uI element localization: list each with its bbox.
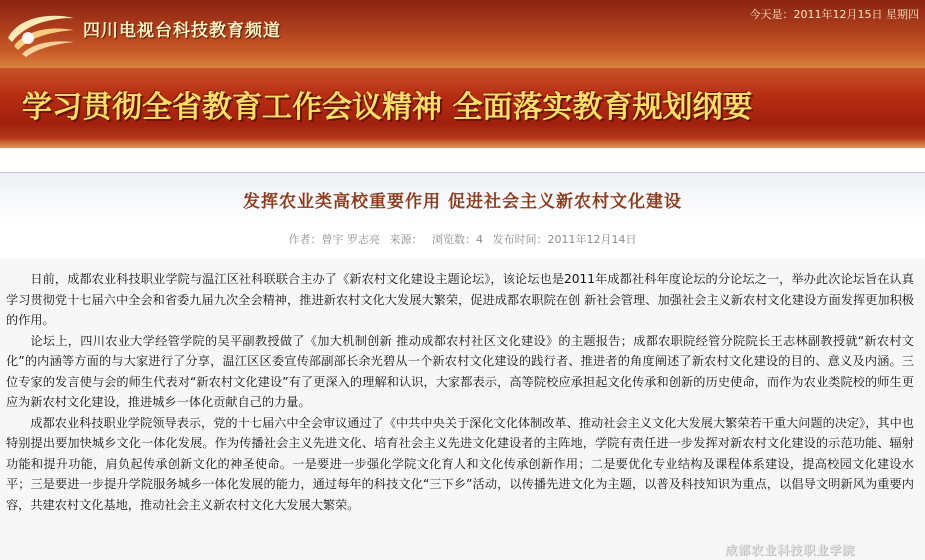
article-container (0, 172, 925, 560)
banner-glow (0, 138, 925, 148)
article-paragraph: 论坛上，四川农业大学经管学院的吴平副教授做了《加大机制创新 推动成都农村社区文化建设》的主题报告；成都农职院经管分院院长王志林副教授就“新农村文化”的内涵等方面的与大家进行了分享，温江区区委宣传部副部长余光碧从一个新农村文化建设的践行者、推进者的角度阐述了新农村文化建设的目的、意义及内涵。三位专家的发言使与会的师生代表对“新农村文化建设”有了更深入的理解和认识，大家都表示，高等院校应承担起文化传承和创新的历史使命，而作为农业类院校的师生更应为新农村文化建设，推进城乡一体化贡献自己的力量。 (6, 333, 914, 409)
article-body (6, 269, 914, 515)
banner-slogan: 学习贯彻全省教育工作会议精神 全面落实教育规划纲要 (22, 90, 753, 125)
header-divider (0, 148, 925, 172)
article-source: 来源： (389, 233, 423, 246)
article-meta (0, 231, 925, 247)
article-author: 作者：曾宇 罗志亮 (288, 233, 380, 246)
article-published: 发布时间：2011年12月14日 (492, 233, 637, 246)
article-paragraph: 成都农业科技职业学院领导表示，党的十七届六中全会审议通过了《中共中央关于深化文化体制改革、推动社会主义文化大发展大繁荣若干重大问题的决定》，其中也特别提出要加快城乡文化一体化发展。作为传播社会主义先进文化、培育社会主义先进文化建设者的主阵地，学院有责任进一步发挥对新农村文化建设的示范功能、辐射功能和提升功能，肩负起传承创新文化的神圣使命。一是要进一步强化学院文化育人和文化传承创新作用；二是要优化专业结构及课程体系建设，提高校园文化建设水平；三是要进一步提升学院服务城乡一体化发展的能力，通过每年的科技文化“三下乡”活动，以传播先进文化为主题，以普及科技知识为重点，以倡导文明新风为重要内容，共建农村文化基地，推动社会主义新农村文化大发展大繁荣。 (6, 415, 914, 512)
watermark-text: 成都农业科技职业学院 (724, 543, 855, 557)
article-paragraph: 日前，成都农业科技职业学院与温江区社科联联合主办了《新农村文化建设主题论坛》，该论坛也是2011年成都社科年度论坛的分论坛之一，举办此次论坛旨在认真学习贯彻党十七届六中全会和省委九届九次全会精神，推进新农村文化大发展大繁荣，促进成都农职院在创 新社会管理、加强社会主义新农村文化建设方面发挥更加积极的作用。 (6, 272, 914, 327)
article-views: 浏览数：4 (432, 233, 483, 246)
slogan-banner (0, 68, 925, 148)
date-display: 今天是：2011年12月15日 星期四 (749, 8, 919, 21)
site-header (0, 0, 925, 68)
channel-logo-icon[interactable] (4, 8, 78, 58)
site-name[interactable]: 四川电视台科技教育频道 (83, 21, 281, 41)
article-header (0, 173, 925, 259)
article-title: 发挥农业类高校重要作用 促进社会主义新农村文化建设 (243, 192, 682, 212)
